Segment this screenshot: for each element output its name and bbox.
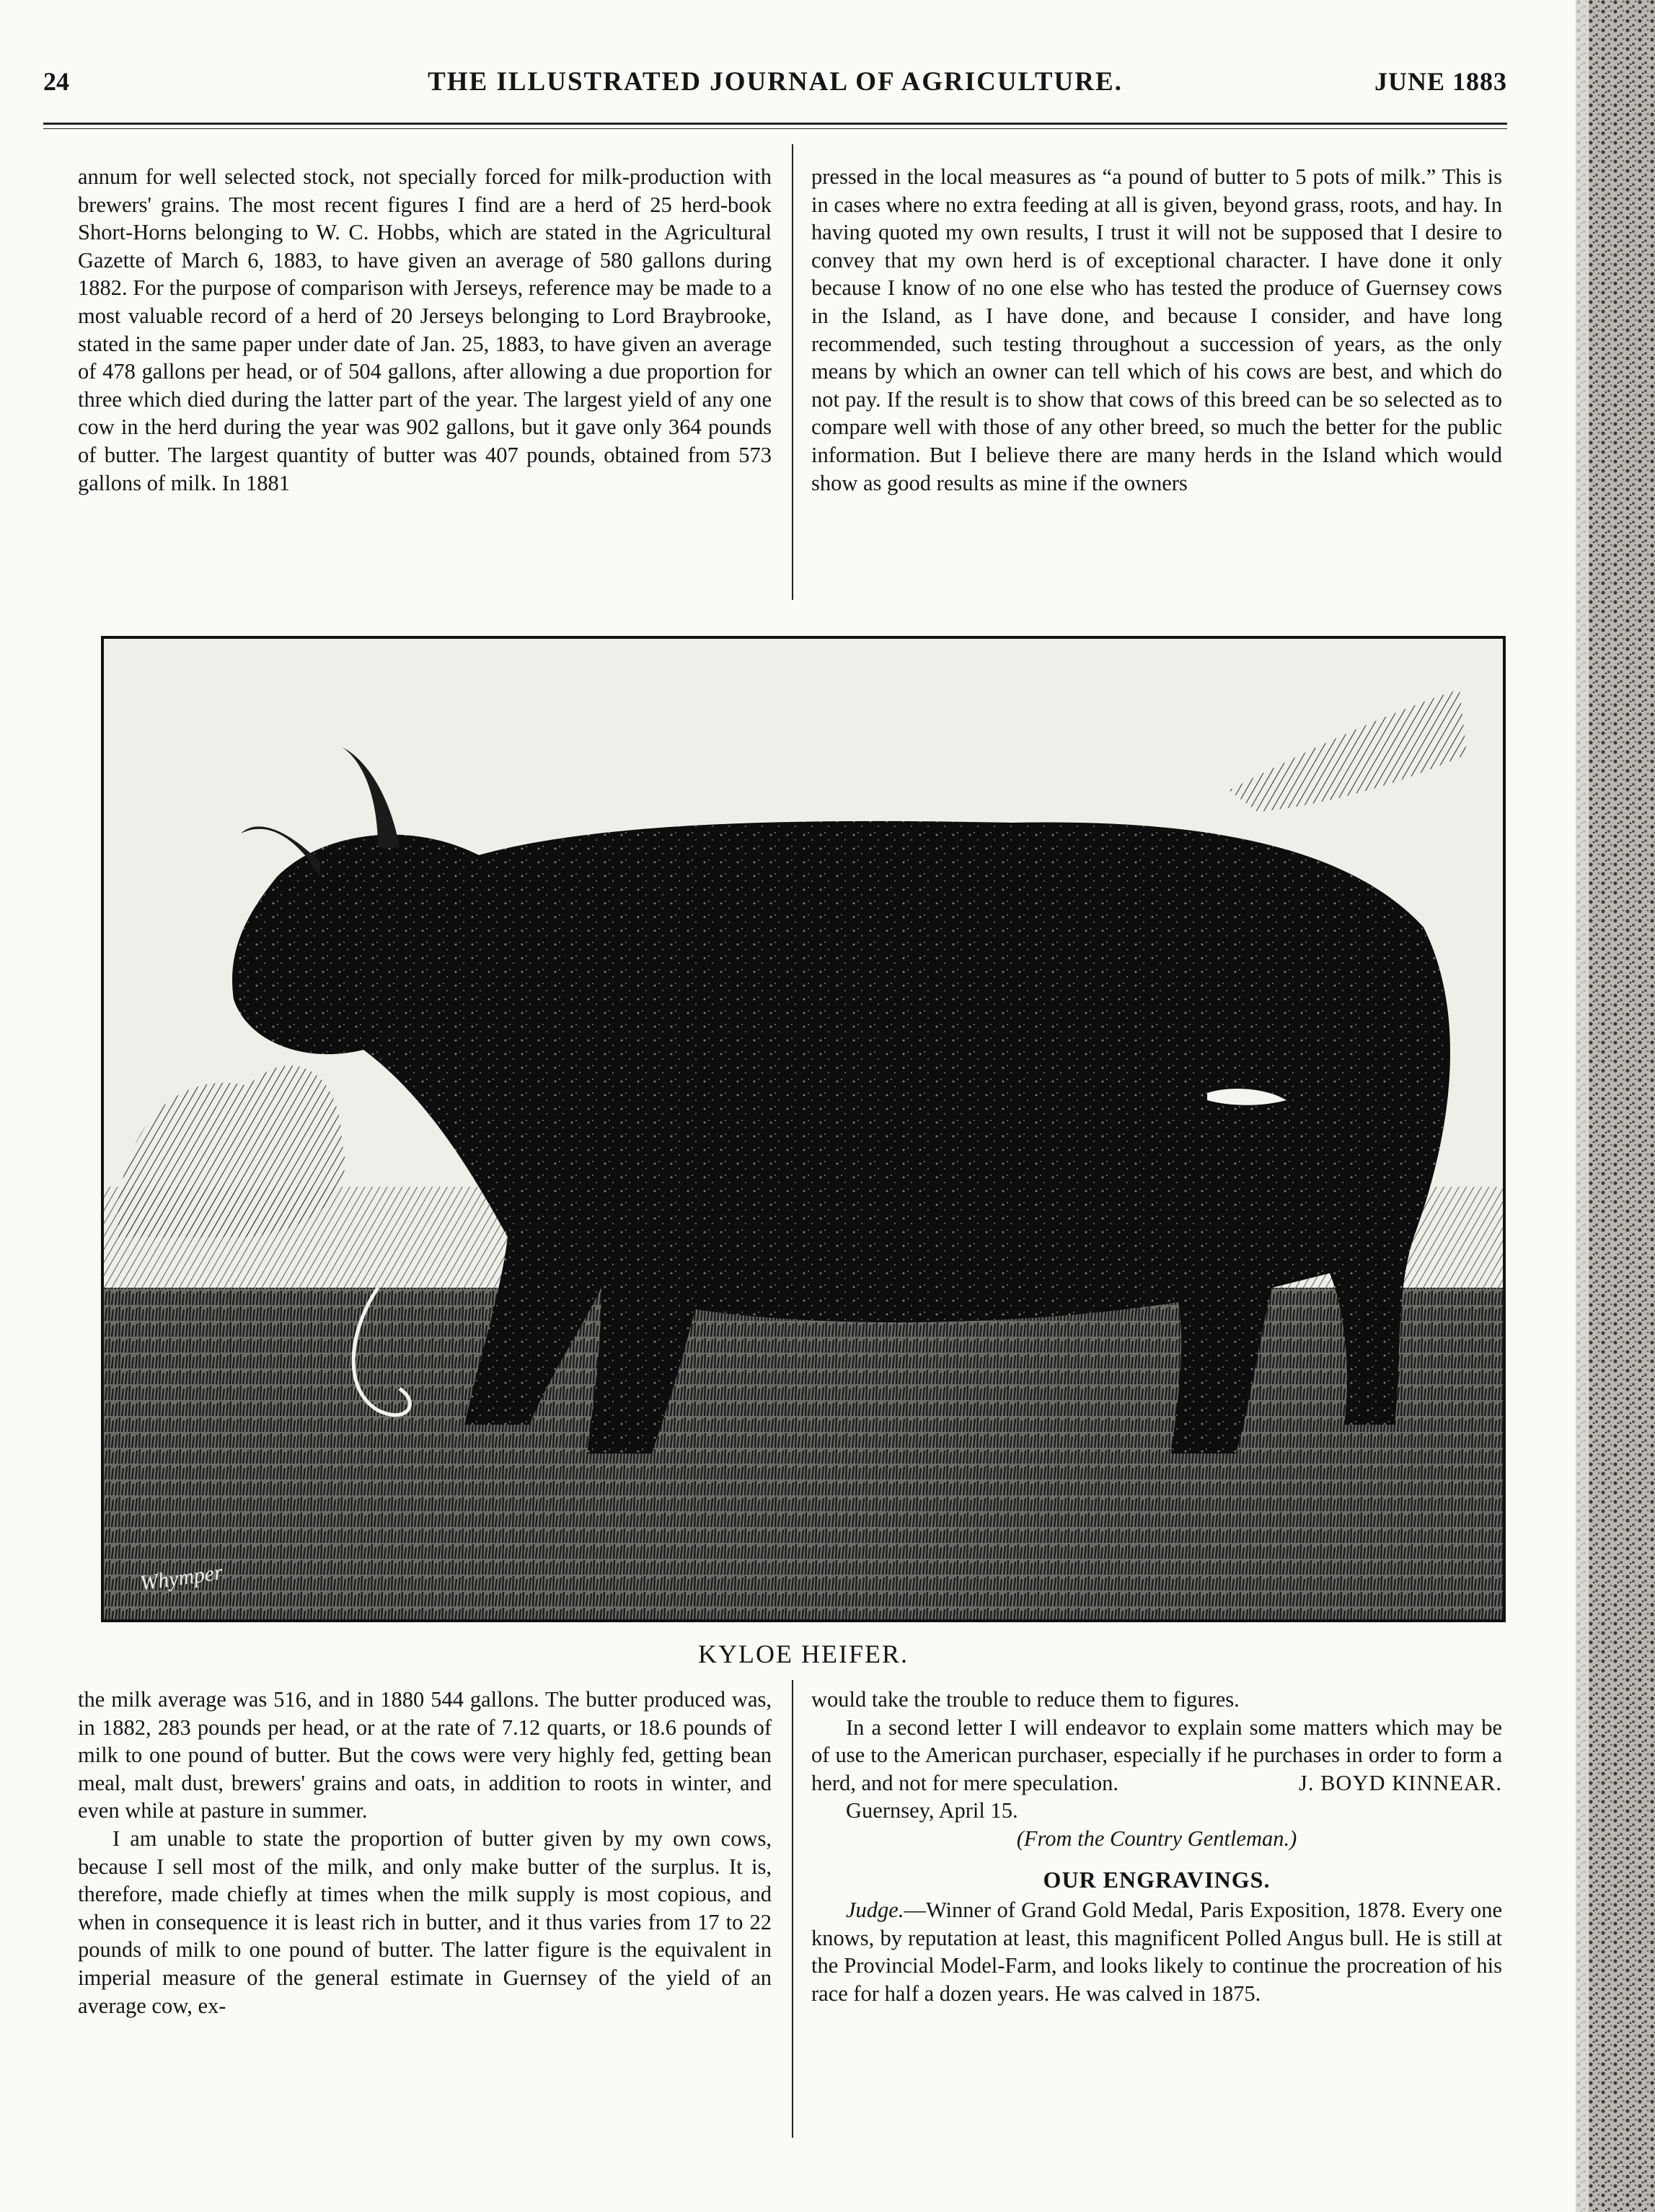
top-right-paragraph: pressed in the local measures as “a pound of butter to 5 pots of milk.” This is in cases where no extra feeding at all is given, beyond grass, roots, and hay. In having quoted my own results, I trust it will not be supposed that I desire to convey that my own herd is of exceptional character. I have done it only because I know of no one else who has tested the produce of Guernsey cows in the Island, as I have done, and because I consider, and have long recommended, such testing throughout a succession of years, as the only means by which an owner can tell which of his cows are best, and which do not pay. If the result is to show that cows of this breed can be so selected as to compare well with those of any other breed, so much the better for the public information. But I believe there are many herds in the Island which would show as good results as mine if the owners — [811, 164, 1502, 495]
engraver-signature: Whymper — [138, 1560, 224, 1596]
top-left-column — [78, 163, 772, 497]
page-edge-strip — [1576, 0, 1655, 2212]
header-rule-thin — [43, 128, 1507, 129]
kyloe-heifer-engraving — [101, 636, 1506, 1622]
issue-date: JUNE 1883 — [1374, 67, 1507, 96]
engraving-label: Judge. — [846, 1898, 904, 1923]
heifer-illustration — [104, 639, 1503, 1619]
letter-paragraph — [811, 1714, 1502, 1797]
page-number: 24 — [43, 67, 69, 96]
section-heading: OUR ENGRAVINGS. — [1043, 1866, 1271, 1893]
letter-source: (From the Country Gentleman.) — [1016, 1826, 1297, 1851]
letter-place-date: Guernsey, April 15. — [846, 1798, 1018, 1823]
engraving-note — [811, 1896, 1502, 2007]
letter-signature: J. BOYD KINNEAR. — [1298, 1770, 1502, 1795]
letter-closing-line: would take the trouble to reduce them to figures. — [811, 1687, 1240, 1712]
column-separator-bottom — [792, 1680, 793, 2138]
top-right-column — [811, 163, 1502, 497]
journal-title: THE ILLUSTRATED JOURNAL OF AGRICULTURE. — [428, 67, 1123, 97]
bottom-right-column — [811, 1686, 1502, 2008]
bottom-left-paragraph-2: I am unable to state the proportion of butter given by my own cows, because I sell most of the milk, and only make butter of the surplus. It is, therefore, made chiefly at times when the milk supply is most copious, and when in consequence it is least rich in butter, and it thus varies from 17 to 22 pounds of milk to one pound of butter. The latter figure is the equivalent in imperial measure of the general estimate in Guernsey of the yield of an average cow, ex- — [78, 1826, 772, 2018]
header-rule — [43, 123, 1507, 125]
engraving-text: —Winner of Grand Gold Medal, Paris Exposition, 1878. Every one knows, by reputation at least, this magnificent Polled Angus bull. He is still at the Provincial Model-Farm, and looks likely to continue the procreation of his race for half a dozen years. He was calved in 1875. — [811, 1898, 1502, 2006]
bottom-left-column — [78, 1686, 772, 2019]
running-header — [43, 66, 1507, 110]
bottom-left-paragraph-1: the milk average was 516, and in 1880 544 gallons. The butter produced was, in 1882, 283 pounds per head, or at the rate of 7.12 quarts, or 18.6 pounds of milk to one pound of butter. But the cows were very highly fed, getting bean meal, malt dust, brewers' grains and oats, in addition to roots in winter, and even while at pasture in summer. — [78, 1687, 772, 1823]
letter-paragraph-text: In a second letter I will endeavor to explain some matters which may be of use to the American purchaser, especially if he purchases in order to form a herd, and not for mere speculation. — [811, 1715, 1502, 1795]
column-separator-top — [792, 144, 793, 600]
figure-caption: KYLOE HEIFER. — [698, 1640, 909, 1668]
top-left-paragraph: annum for well selected stock, not specially forced for milk-production with brewers' grains. The most recent figures I find are a herd of 25 herd-book Short-Horns belonging to W. C. Hobbs, which are stated in the Agricultural Gazette of March 6, 1883, to have given an average of 580 gallons during 1882. For the purpose of comparison with Jerseys, reference may be made to a most valuable record of a herd of 20 Jerseys belonging to Lord Braybrooke, stated in the same paper under date of Jan. 25, 1883, to have given an average of 478 gallons per head, or of 504 gallons, after allowing a due proportion for three which died during the latter part of the year. The largest yield of any one cow in the herd during the year was 902 gallons, but it gave only 364 pounds of butter. The largest quantity of butter was 407 pounds, obtained from 573 gallons of milk. In 1881 — [78, 164, 772, 495]
